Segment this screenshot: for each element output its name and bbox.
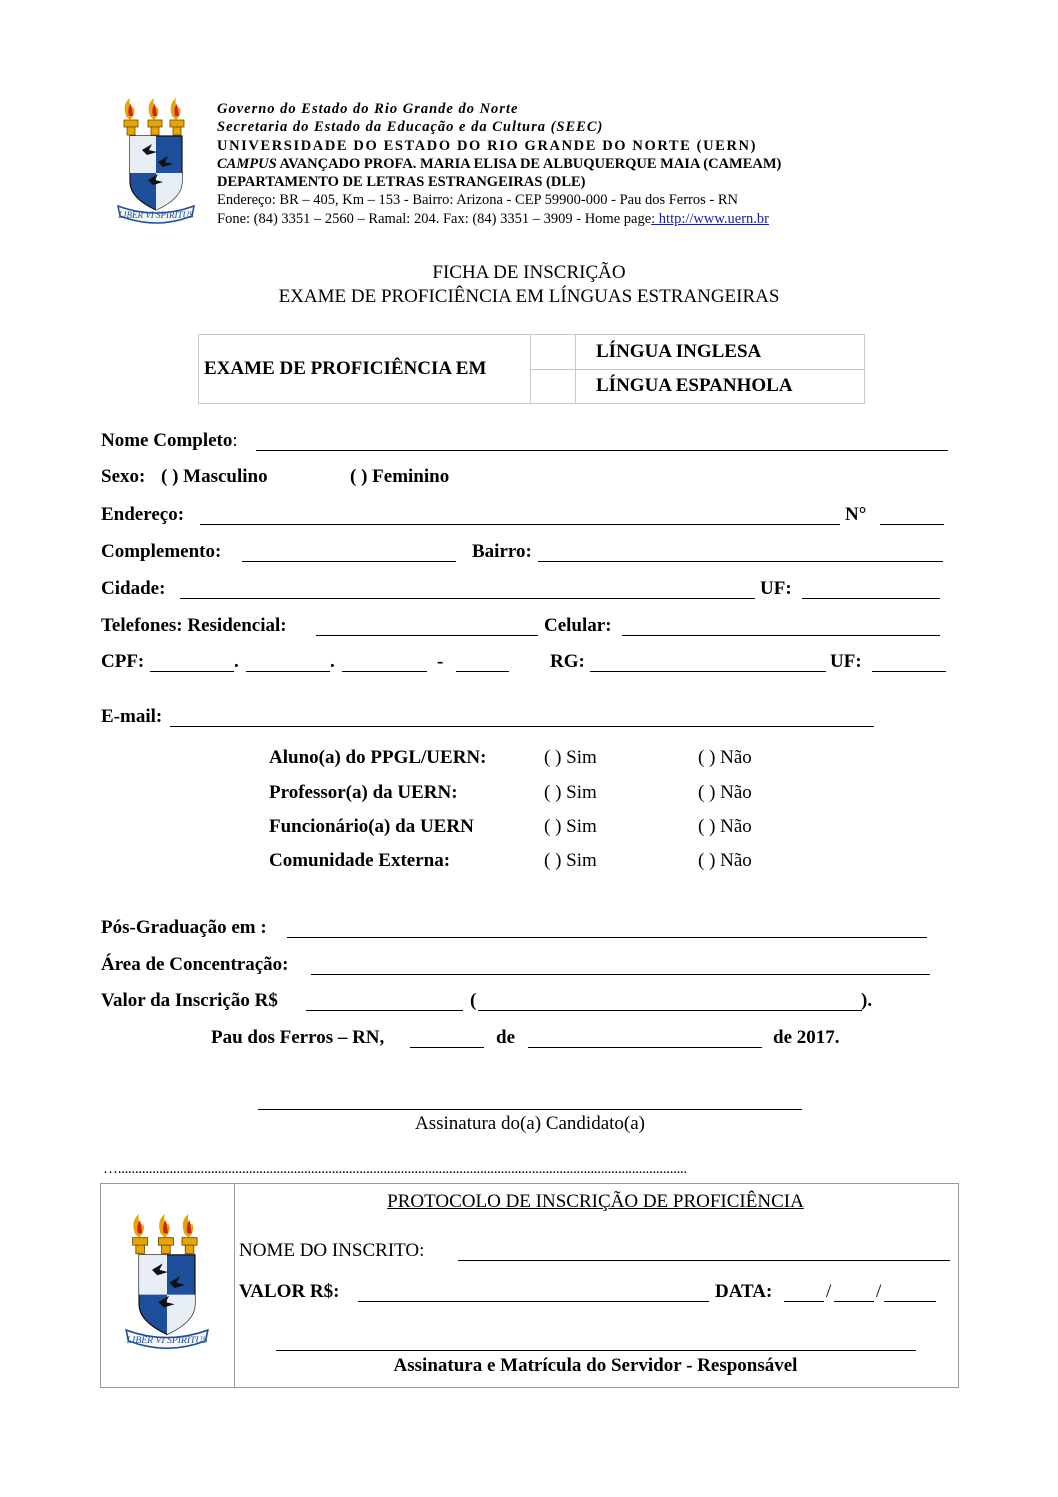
status-funcionario-nao[interactable]: ( ) Não	[698, 816, 752, 837]
uern-logo-protocol	[117, 1214, 217, 1358]
pos-graduacao-field[interactable]	[287, 937, 927, 938]
complemento-field[interactable]	[242, 561, 456, 562]
rg-uf-label: UF:	[830, 651, 862, 672]
cpf-dot-1: .	[234, 651, 239, 672]
rg-field[interactable]	[590, 671, 826, 672]
cpf-label: CPF:	[101, 651, 145, 672]
status-comunidade-nao[interactable]: ( ) Não	[698, 850, 752, 871]
email-field[interactable]	[170, 726, 874, 727]
telefones-label: Telefones: Residencial:	[101, 615, 287, 636]
header-campus-italic: CAMPUS	[217, 155, 277, 172]
protocol-valor-label: VALOR R$:	[239, 1281, 340, 1302]
status-professor-nao[interactable]: ( ) Não	[698, 782, 752, 803]
homepage-link[interactable]: : http://www.uern.br	[651, 210, 770, 227]
local-label: Pau dos Ferros – RN,	[211, 1027, 385, 1048]
rg-label: RG:	[550, 651, 585, 672]
torches-icon	[133, 1214, 197, 1254]
cpf-field-3[interactable]	[342, 671, 427, 672]
valor-field[interactable]	[306, 1010, 463, 1011]
option-espanhol: LÍNGUA ESPANHOLA	[576, 369, 865, 404]
header-phone-text: Fone: (84) 3351 – 2560 – Ramal: 204. Fax: (84) 3351 – 3909 - Home page	[217, 210, 652, 227]
checkbox-ingles[interactable]	[531, 335, 576, 370]
status-professor-label: Professor(a) da UERN:	[269, 782, 458, 803]
torches-icon	[124, 98, 184, 135]
status-funcionario-sim[interactable]: ( ) Sim	[544, 816, 597, 837]
protocol-nome-colon: :	[419, 1240, 425, 1261]
valor-label: Valor da Inscrição R$	[101, 990, 278, 1011]
uern-logo	[112, 98, 200, 232]
status-aluno-sim[interactable]: ( ) Sim	[544, 747, 597, 768]
protocol-title: PROTOCOLO DE INSCRIÇÃO DE PROFICIÊNCIA	[387, 1191, 804, 1212]
svg-text:LIBER VI SPIRITUS: LIBER VI SPIRITUS	[118, 210, 194, 220]
exam-selection-table	[198, 334, 865, 404]
protocol-slash-1: /	[826, 1281, 832, 1302]
valor-paren-open: (	[470, 990, 477, 1011]
protocol-data-label: DATA:	[715, 1281, 773, 1302]
bairro-label: Bairro:	[472, 541, 532, 562]
form-subtitle: EXAME DE PROFICIÊNCIA EM LÍNGUAS ESTRANGEIRAS	[278, 286, 780, 307]
checkbox-espanhol[interactable]	[531, 369, 576, 404]
protocol-nome-field[interactable]	[458, 1260, 950, 1261]
header-campus-name: AVANÇADO PROFA. MARIA ELISA DE ALBUQUERQUE MAIA (CAMEAM)	[276, 155, 782, 172]
uf-label: UF:	[760, 578, 792, 599]
sexo-feminino-option[interactable]: ( ) Feminino	[350, 466, 450, 487]
cpf-dot-2: .	[330, 651, 335, 672]
header-department: DEPARTAMENTO DE LETRAS ESTRANGEIRAS (DLE)	[217, 174, 586, 191]
cpf-dash: -	[437, 651, 444, 672]
protocol-slash-2: /	[876, 1281, 882, 1302]
celular-field[interactable]	[622, 635, 940, 636]
svg-text:LIBER VI SPIRITUS: LIBER VI SPIRITUS	[126, 1334, 208, 1346]
protocol-data-mes[interactable]	[834, 1301, 874, 1302]
complemento-label: Complemento:	[101, 541, 222, 562]
assinatura-label: Assinatura do(a) Candidato(a)	[414, 1113, 646, 1134]
status-comunidade-label: Comunidade Externa:	[269, 850, 451, 871]
cpf-field-1[interactable]	[150, 671, 234, 672]
protocol-nome-label	[239, 1240, 424, 1262]
rg-uf-field[interactable]	[872, 671, 946, 672]
cidade-label: Cidade:	[101, 578, 166, 599]
email-label: E-mail:	[101, 706, 163, 727]
cut-line: ….....................................................................................................................................................................	[103, 1161, 687, 1177]
nome-field[interactable]	[256, 450, 948, 451]
uf-field[interactable]	[802, 598, 940, 599]
bairro-field[interactable]	[538, 561, 943, 562]
celular-label: Celular:	[544, 615, 612, 636]
valor-extenso-field[interactable]	[478, 1010, 862, 1011]
valor-paren-close: ).	[861, 990, 873, 1011]
header-address: Endereço: BR – 405, Km – 153 - Bairro: Arizona - CEP 59900-000 - Pau dos Ferros - RN	[217, 192, 738, 209]
mes-field[interactable]	[528, 1047, 762, 1048]
sexo-label: Sexo:	[101, 466, 146, 487]
ano-label: de 2017.	[773, 1027, 840, 1048]
protocol-assinatura-label: Assinatura e Matrícula do Servidor - Responsável	[393, 1355, 798, 1376]
header-university: UNIVERSIDADE DO ESTADO DO RIO GRANDE DO NORTE (UERN)	[217, 137, 758, 154]
protocol-data-ano[interactable]	[884, 1301, 936, 1302]
numero-field[interactable]	[880, 524, 944, 525]
form-title: FICHA DE INSCRIÇÃO	[432, 262, 626, 283]
assinatura-line[interactable]	[258, 1109, 802, 1110]
nome-label-text: Nome Completo	[101, 430, 233, 451]
cpf-field-4[interactable]	[456, 671, 509, 672]
header-secretaria: Secretaria do Estado da Educação e da Cultura (SEEC)	[217, 119, 604, 136]
nome-colon: :	[232, 430, 238, 451]
cidade-field[interactable]	[180, 598, 755, 599]
status-aluno-label: Aluno(a) do PPGL/UERN:	[269, 747, 487, 768]
protocol-nome-text: NOME DO INSCRITO	[239, 1240, 420, 1261]
protocol-data-dia[interactable]	[784, 1301, 824, 1302]
header-government: Governo do Estado do Rio Grande do Norte	[217, 101, 519, 117]
header-block	[217, 100, 781, 228]
exam-label-cell: EXAME DE PROFICIÊNCIA EM	[199, 335, 531, 404]
area-field[interactable]	[311, 974, 930, 975]
header-phone	[217, 210, 781, 228]
telefone-residencial-field[interactable]	[316, 635, 538, 636]
endereco-label: Endereço:	[101, 504, 185, 525]
de-label-1: de	[496, 1027, 515, 1048]
protocol-assinatura-line[interactable]	[276, 1350, 916, 1351]
nome-label	[101, 430, 238, 452]
area-label: Área de Concentração:	[101, 954, 289, 975]
cpf-field-2[interactable]	[246, 671, 330, 672]
status-funcionario-label: Funcionário(a) da UERN	[269, 816, 474, 837]
status-comunidade-sim[interactable]: ( ) Sim	[544, 850, 597, 871]
status-aluno-nao[interactable]: ( ) Não	[698, 747, 752, 768]
option-ingles: LÍNGUA INGLESA	[576, 335, 865, 370]
status-professor-sim[interactable]: ( ) Sim	[544, 782, 597, 803]
numero-label: N°	[845, 504, 867, 525]
header-campus	[217, 155, 781, 173]
dia-field[interactable]	[410, 1047, 484, 1048]
protocol-valor-field[interactable]	[358, 1301, 709, 1302]
sexo-masculino-option[interactable]: ( ) Masculino	[161, 466, 268, 487]
pos-graduacao-label: Pós-Graduação em :	[101, 917, 267, 938]
endereco-field[interactable]	[200, 524, 840, 525]
